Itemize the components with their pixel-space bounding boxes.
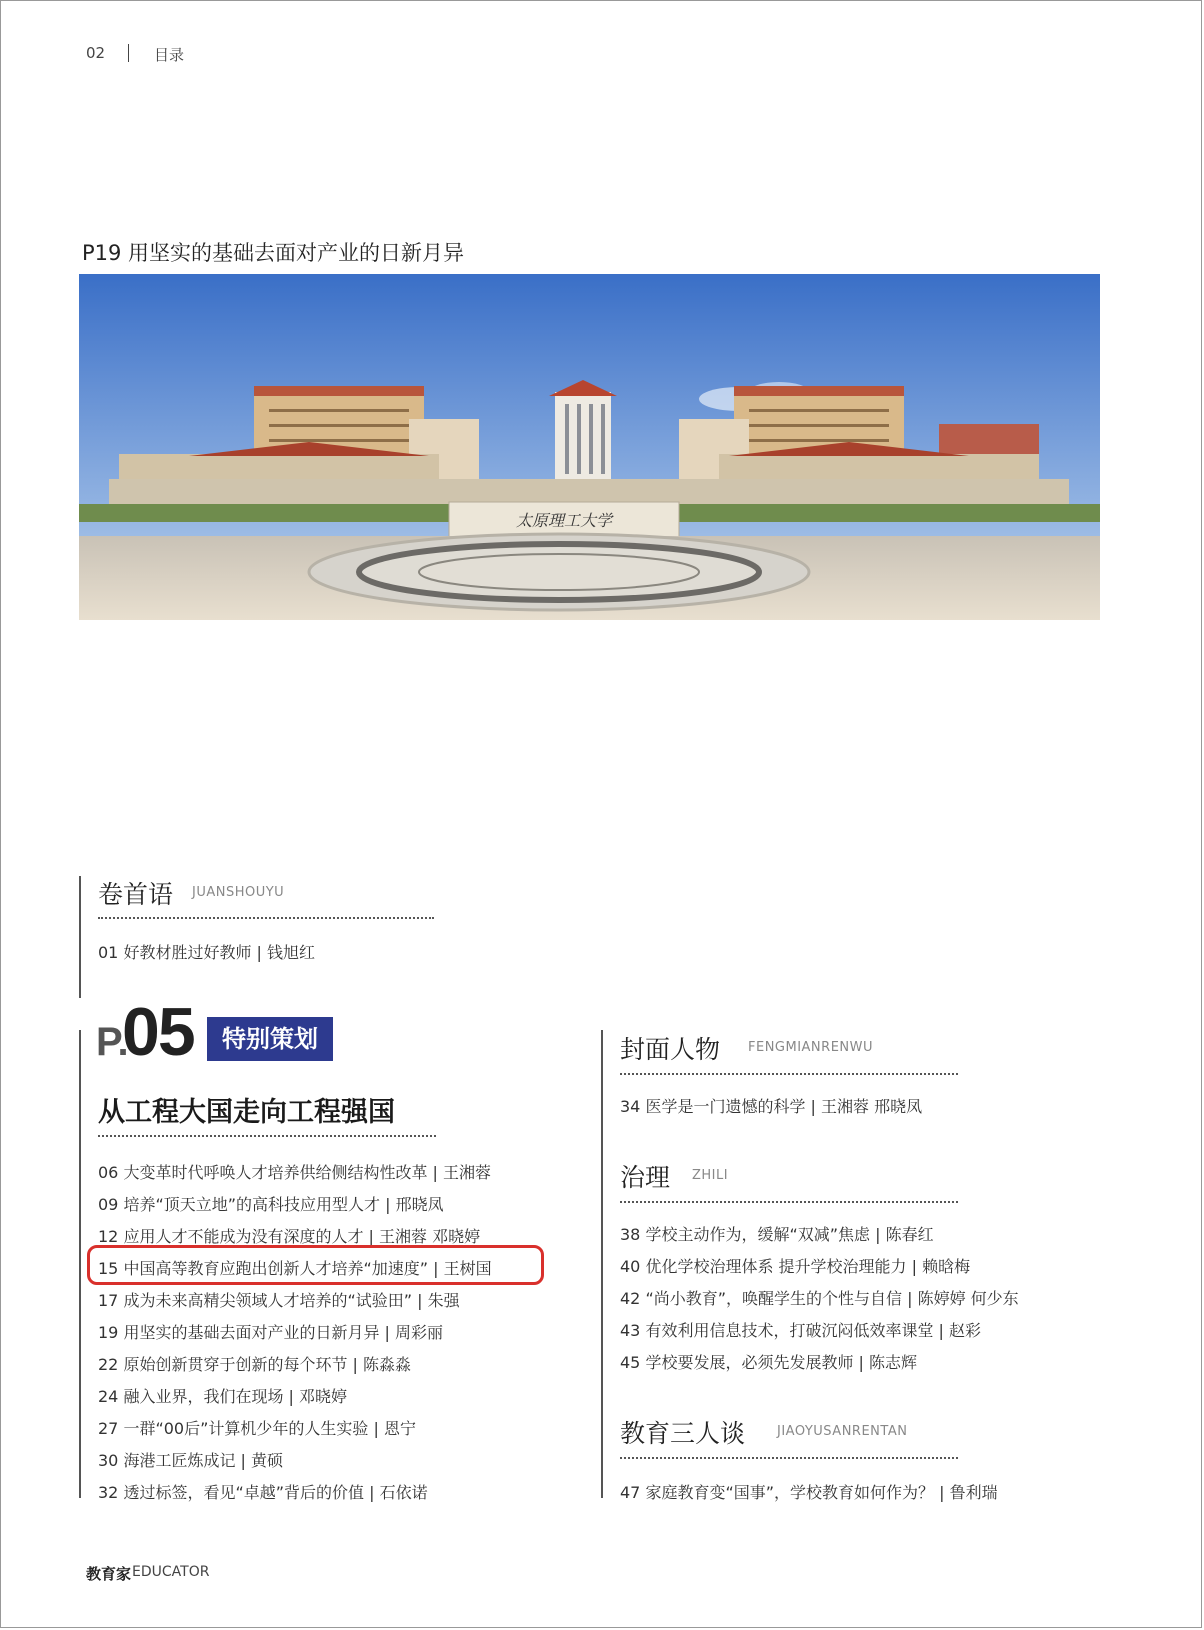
zhili-title-en: ZHILI [692,1168,729,1183]
feature-caption: P19 用坚实的基础去面对产业的日新月异 [82,241,465,265]
list-item: 19 用坚实的基础去面对产业的日新月异 | 周彩丽 [98,1323,444,1342]
juanshouyu-title-en: JUANSHOUYU [192,885,285,900]
sanrentan-divider [620,1457,958,1459]
sanrentan-title-en: JIAOYUSANRENTAN [777,1424,908,1439]
fengmian-divider [620,1073,958,1075]
sanrentan-title: 教育三人谈 [620,1419,746,1448]
zhili-title: 治理 [620,1163,671,1192]
list-item: 42 “尚小教育”，唤醒学生的个性与自信 | 陈婷婷 何少东 [620,1289,1019,1308]
special-rule [79,1030,81,1498]
special-divider [98,1135,436,1137]
highlight-box [87,1245,544,1285]
list-item: 22 原始创新贯穿于创新的每个环节 | 陈淼淼 [98,1355,412,1374]
section-title: 目录 [154,46,185,64]
fengmian-title: 封面人物 [620,1035,721,1064]
list-item: 47 家庭教育变“国事”，学校教育如何作为？ | 鲁利瑞 [620,1483,998,1502]
header-separator [128,44,129,62]
footer-brand-en: EDUCATOR [132,1564,210,1580]
list-item: 06 大变革时代呼唤人才培养供给侧结构性改革 | 王湘蓉 [98,1163,492,1182]
list-item: 34 医学是一门遗憾的科学 | 王湘蓉 邢晓凤 [620,1097,923,1116]
campus-photo [79,274,1100,620]
list-item: 45 学校要发展，必须先发展教师 | 陈志辉 [620,1353,918,1372]
list-item: 01 好教材胜过好教师 | 钱旭红 [98,943,316,962]
special-page-number: 05 [122,994,194,1070]
list-item: 32 透过标签，看见“卓越”背后的价值 | 石依诺 [98,1483,428,1502]
list-item: 24 融入业界，我们在现场 | 邓晓婷 [98,1387,348,1406]
fengmian-title-en: FENGMIANRENWU [748,1040,873,1055]
special-p-letter: P. [96,1020,129,1064]
list-item: 30 海港工匠炼成记 | 黄硕 [98,1451,284,1470]
right-column-rule [601,1030,603,1498]
svg-text:太原理工大学: 太原理工大学 [515,511,613,530]
special-badge: 特别策划 [207,1017,333,1061]
special-title: 从工程大国走向工程强国 [98,1097,395,1128]
juanshouyu-rule [79,876,81,998]
list-item: 09 培养“顶天立地”的高科技应用型人才 | 邢晓凤 [98,1195,444,1214]
list-item: 38 学校主动作为，缓解“双减”焦虑 | 陈春红 [620,1225,934,1244]
list-item-highlighted: 15 中国高等教育应跑出创新人才培养“加速度” | 王树国 [98,1259,492,1278]
list-item: 27 一群“00后”计算机少年的人生实验 | 恩宁 [98,1419,416,1438]
list-item: 43 有效利用信息技术，打破沉闷低效率课堂 | 赵彩 [620,1321,982,1340]
list-item: 40 优化学校治理体系 提升学校治理能力 | 赖晗梅 [620,1257,971,1276]
page-number: 02 [86,44,106,62]
juanshouyu-title: 卷首语 [98,880,174,909]
list-item: 17 成为未来高精尖领域人才培养的“试验田” | 朱强 [98,1291,460,1310]
zhili-divider [620,1201,958,1203]
list-item: 12 应用人才不能成为没有深度的人才 | 王湘蓉 邓晓婷 [98,1227,481,1246]
juanshouyu-divider [98,917,434,919]
footer-brand-cn: 教育家 [86,1565,132,1583]
